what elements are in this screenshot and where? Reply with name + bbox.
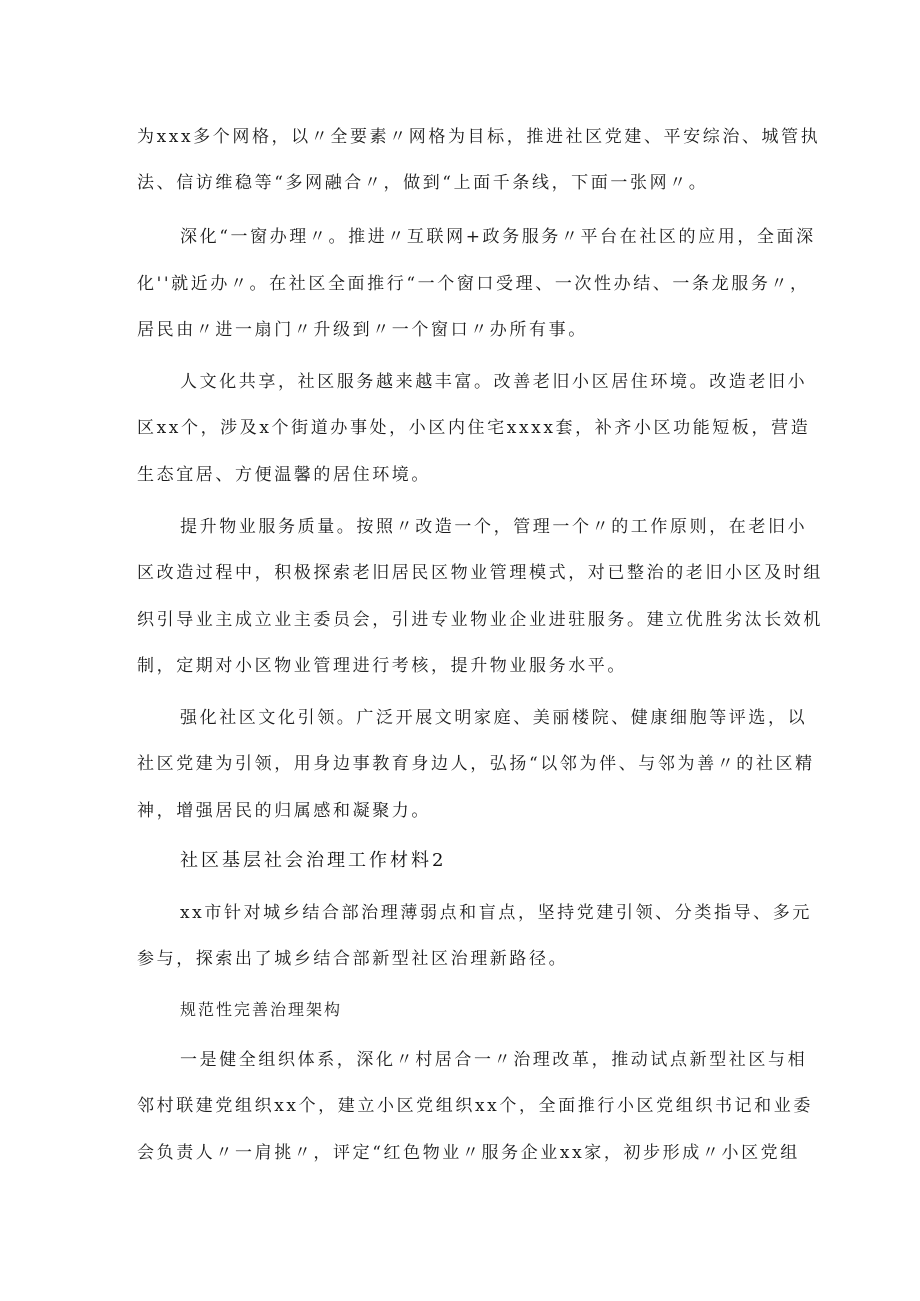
paragraph-7-line-2: 邻村联建党组织xx个，建立小区党组织xx个，全面推行小区党组织书记和业委: [137, 1096, 813, 1116]
paragraph-4-line-2: 区改造过程中，积极探索老旧居民区物业管理模式，对已整治的老旧小区及时组: [137, 563, 823, 583]
paragraph-3-line-2: 区xx个，涉及x个街道办事处，小区内住宅xxxx套，补齐小区功能短板，营造: [137, 418, 811, 438]
paragraph-2-line-3: 居民由〃进一扇门〃升级到〃一个窗口〃办所有事。: [137, 320, 588, 340]
paragraph-5-line-1: 强化社区文化引领。广泛开展文明家庭、美丽楼院、健康细胞等评选，以: [180, 708, 808, 728]
paragraph-7-line-3: 会负责人〃一肩挑〃，评定“红色物业〃服务企业xx家，初步形成〃小区党组: [137, 1143, 800, 1163]
section-heading: 社区基层社会治理工作材料2: [180, 850, 447, 871]
paragraph-1-line-2: 法、信访维稳等“多网融合〃，做到“上面千条线，下面一张网〃。: [137, 173, 709, 193]
paragraph-4-line-1: 提升物业服务质量。按照〃改造一个，管理一个〃的工作原则，在老旧小: [180, 517, 808, 537]
paragraph-2-line-1: 深化“一窗办理〃。推进〃互联网+政务服务〃平台在社区的应用，全面深: [180, 227, 816, 247]
paragraph-5-line-3: 神，增强居民的归属感和凝聚力。: [137, 801, 431, 821]
paragraph-3-line-1: 人文化共享，社区服务越来越丰富。改善老旧小区居住环境。改造老旧小: [180, 372, 808, 392]
paragraph-6-line-2: 参与，探索出了城乡结合部新型社区治理新路径。: [137, 949, 569, 969]
paragraph-4-line-3: 织引导业主成立业主委员会，引进专业物业企业进驻服务。建立优胜劣汰长效机: [137, 610, 823, 630]
paragraph-7-line-1: 一是健全组织体系，深化〃村居合一〃治理改革，推动试点新型社区与相: [180, 1050, 808, 1070]
paragraph-1-line-1: 为xxx多个网格，以〃全要素〃网格为目标，推进社区党建、平安综治、城管执: [137, 127, 821, 147]
paragraph-5-line-2: 社区党建为引领，用身边事教育身边人，弘扬“以邻为伴、与邻为善〃的社区精: [137, 754, 815, 774]
paragraph-6-line-1: xx市针对城乡结合部治理薄弱点和盲点，坚持党建引领、分类指导、多元: [180, 903, 812, 923]
subsection-heading: 规范性完善治理架构: [180, 1000, 343, 1019]
paragraph-3-line-3: 生态宜居、方便温馨的居住环境。: [137, 465, 431, 485]
paragraph-2-line-2: 化''就近办〃。在社区全面推行“一个窗口受理、一次性办结、一条龙服务〃，: [137, 274, 810, 294]
paragraph-4-line-4: 制，定期对小区物业管理进行考核，提升物业服务水平。: [137, 656, 627, 676]
